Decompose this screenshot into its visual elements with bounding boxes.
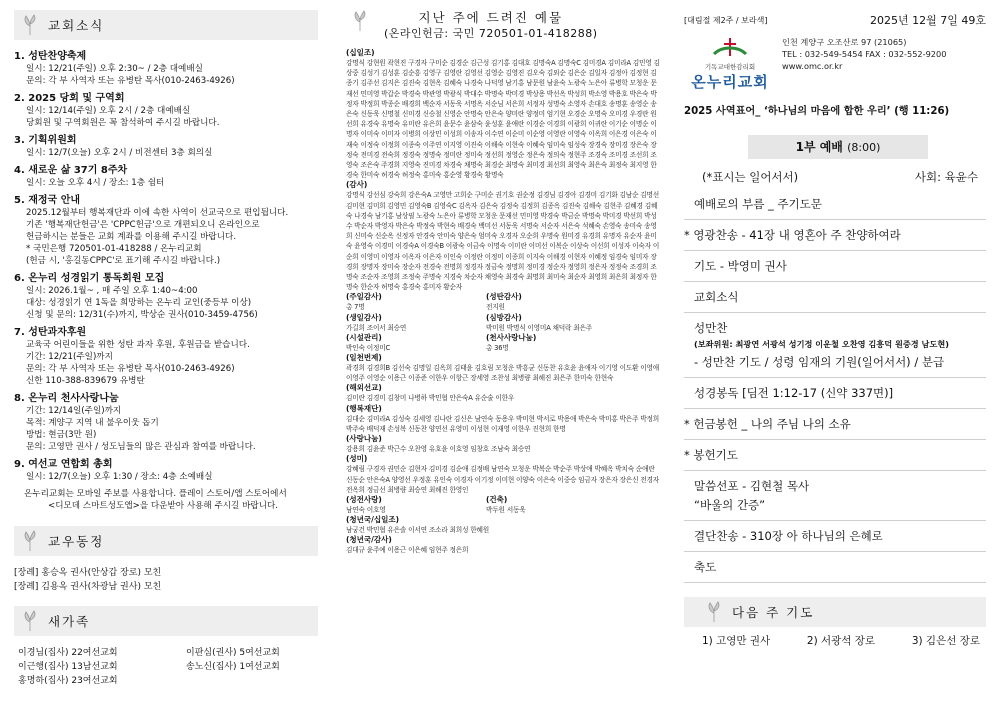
donor-names: 남연숙 이호영 (346, 505, 386, 514)
church-contact (782, 36, 946, 72)
standing-note: (*표시는 일어서서) (702, 170, 799, 184)
new-family-title: 새가족 (48, 614, 91, 629)
donor-category-label: (청년국/십일조) (346, 515, 400, 525)
worship-order-item (684, 521, 986, 552)
donor-category (346, 495, 486, 515)
order-header (684, 159, 986, 185)
notice-title: 3. 기획위원회 (14, 135, 77, 146)
notice-item (14, 92, 318, 129)
sermon-title: “바울의 간증” (694, 498, 766, 512)
service-title-bar (748, 135, 928, 159)
worship-order-list (684, 189, 986, 583)
worship-order-item (684, 313, 986, 378)
new-family-member: 송노신(집사) 1여선교회 (186, 662, 280, 672)
notice-line: * 국민은행 720501-01-418288 / 온누리교회 (26, 244, 202, 254)
notice-line: (헌금 시, '홍길동CPPC'로 표기해 주시길 바랍니다.) (26, 256, 221, 266)
donor-category (346, 292, 486, 312)
church-news-title: 교회소식 (48, 18, 105, 33)
donor-category-label: (일천번제) (346, 353, 382, 363)
donor-names: 김대규 윤주예 이용근 이은혜 임현주 정은희 (346, 546, 469, 555)
donor-names: 박미원 박명식 이영미A 채덕락 최은주 (486, 323, 592, 332)
church-phone: TEL : 032-549-5454 FAX : 032-552-9200 (782, 49, 947, 59)
prayer-leader: 1) 고영만 권사 (702, 635, 771, 647)
donor-category (346, 535, 660, 555)
denomination-label: 기독교대한감리회 (704, 63, 756, 71)
donor-category (486, 292, 656, 312)
donor-names: 가길희 조이서 최승연 (346, 323, 407, 332)
worship-order-text: * 봉헌기도 (684, 448, 738, 462)
notice-title: 6. 온누리 성경읽기 통독회원 모집 (14, 273, 165, 284)
donor-category (486, 333, 656, 353)
notice-line: 일시: 12/7(오늘) 오후 2시 / 비전센터 3층 회의실 (26, 148, 213, 158)
offering-title: 지난 주에 드려진 예물 (418, 10, 564, 25)
notice-line: 일시: 오늘 오후 4시 / 장소: 1층 쉼터 (26, 178, 165, 188)
donor-names: 남궁건 박민협 유은솔 이서연 조소라 최희성 한혜원 (346, 526, 490, 535)
leaf-icon (22, 530, 38, 552)
donor-category-label: (생일감사) (346, 312, 382, 322)
notice-line: 기존 '행복재단헌금'은 'CPPC헌금'으로 개편되오니 온라인으로 (26, 220, 260, 230)
leaf-icon (22, 610, 38, 632)
donor-category (346, 383, 660, 403)
donor-names: 강혜림 구경자 권민순 김현자 김미경 김순애 김정배 남연숙 모청운 박복순 박순주 박상애 박혜옥 박치숙 순애란 신동순 안은숙A 양영선 우정훈 유인숙 이경자 이기정 이미현 이양숙 이은숙 이중승 임금자 장은자 장은신 전경자 전옥희 정금선 최병량 최승연 최해진 한영인 (346, 465, 660, 494)
notice-item (14, 326, 318, 387)
service-name: 1부 예배 (795, 140, 843, 154)
notice-line: 방법: 현금(3만 원) (26, 430, 97, 440)
donor-category-label: (감사) (346, 180, 368, 190)
notice-line: 헌금하시는 분들은 교회 계좌를 이용해 주시길 바랍니다. (26, 232, 237, 242)
donor-category-label: (심방감사) (486, 312, 522, 322)
liturgical-season: [대림절 제2주 / 보라색] (684, 15, 768, 25)
notice-item (14, 392, 318, 453)
notice-line: 일시: 12/7(오늘) 오후 1:30 / 장소: 4층 소예배실 (26, 472, 213, 482)
staff-news-list (14, 566, 318, 594)
donor-category-label: (성미) (346, 454, 368, 464)
notice-item (14, 458, 318, 483)
leaf-icon (22, 14, 38, 36)
notice-line: 신한 110-388-839679 유병탄 (26, 376, 145, 386)
notice-title: 1. 성탄찬양축제 (14, 51, 87, 62)
donor-names: 총 7명 (346, 303, 365, 312)
staff-news-header (14, 526, 318, 556)
notice-line: 교육국 어린이들을 위한 성탄 과자 후원, 후원금을 받습니다. (26, 340, 250, 350)
donor-names: 박인숙 이정미C (346, 343, 390, 352)
worship-order-text: 성경봉독 [딤전 1:12-17 (신약 337면)] (694, 386, 894, 400)
donor-category (346, 404, 660, 434)
donor-names: 강명식 강선심 강숙희 강은숙A 고영만 고희순 구미순 권기호 권순정 김경님 김경아 김경미 김기화 김남순 김명선 김미현 김미희 김영민 김영숙B 김영숙C 김옥자 김은숙 김정숙 김정희 김종옥 김진숙 김해숙 김현주 김혜경 김혜숙 나경숙 남기홍 남상필 노광숙 노은아 류병학 모청운 문재선 민미영 박경숙 박금순 박명숙 박미경 박선희 박성수 박순자 박영자 박은숙 박정숙 박현숙 배경숙 백미선 서동욱 서명숙 서순자 서은숙 석혜숙 손영숙 송미숙 송영희 신미숙 신순옥 신정자 안경숙 안미숙 양은숙 엄미숙 오경자 오순희 우명숙 원미경 유경희 유명자 유순자 윤미숙 윤영숙 이경미 이경숙A 이경숙B 이광숙 이금숙 이명숙 이미란 이미선 이복순 이상숙 이선희 이성자 이숙자 이순희 이영미 이영자 이옥자 이은자 이인숙 이정란 이정미 이종희 이지숙 이해경 이현자 이혜정 임경숙 임미자 장경희 장명자 장미숙 장순자 전경숙 전명희 정경자 정금숙 정명희 정미경 정순자 정영희 정은자 정정숙 조경희 조명숙 조순자 조영희 조정숙 주명숙 지경숙 차순자 채영숙 최경숙 최명희 최미숙 최순자 최영희 최은희 최정자 한명숙 한순자 허명숙 홍경숙 홍미자 황순자 (346, 191, 660, 292)
bulletin-date: 2025년 12월 7일 49호 (870, 14, 986, 27)
notice-line: 대상: 성경읽기 연 1독을 희망하는 온누리 교인(중등부 이상) (26, 298, 252, 308)
worship-order-item (684, 251, 986, 282)
service-time: (8:00) (847, 141, 881, 154)
donor-names: 김대순 김미라A 김성숙 김세영 김나란 김신은 남연숙 동용우 박미현 박서로 박용애 박은숙 박미홍 박은주 박정희 박주숙 배덕재 손성복 신동찬 양연선 유영미 이성현 이재영 이한우 진현희 한명 (346, 414, 660, 433)
donor-category-label: (청년국/감사) (346, 535, 392, 545)
notice-line: 문의: 각 부 사역자 또는 유병탄 목사(010-2463-4926) (26, 76, 235, 86)
presider: 사회: 육윤수 (914, 170, 978, 184)
new-family-member: 이경님(집사) 22여선교회 (18, 648, 118, 658)
notice-line: 2025.12월부터 행복재단과 이에 속한 사역이 선교국으로 편입됩니다. (26, 208, 289, 218)
donor-category (346, 353, 660, 383)
church-name: 온누리교회 (691, 73, 769, 91)
communion-assistants: (보좌위원: 최광연 서광석 성기정 이운철 오찬영 김흥덕 원중경 남도현) (694, 339, 950, 349)
worship-order-text: * 헌금봉헌 _ 나의 주님 나의 소유 (684, 417, 851, 431)
donor-category (346, 48, 660, 180)
donor-category (346, 515, 660, 535)
worship-order-item (684, 220, 986, 251)
donor-row (346, 313, 660, 333)
donor-category-label: (해외선교) (346, 383, 382, 393)
donor-category-label: (시설관리) (346, 332, 382, 342)
donor-names: 김미란 김경미 김창미 나병하 박민협 안은숙A 유순술 이한우 (346, 394, 515, 403)
worship-order-text: 축도 (694, 560, 717, 574)
donor-category (486, 313, 656, 333)
offering-header (346, 10, 660, 42)
prayer-leader: 3) 김은선 장로 (911, 635, 980, 647)
donor-category (346, 434, 660, 454)
offering-panel (338, 0, 664, 708)
notice-line: 기간: 12/21(주일)까지 (26, 352, 113, 362)
donor-category (486, 495, 656, 515)
communion-detail: - 성만찬 기도 / 성령 임재의 기원(일어서서) / 분급 (694, 355, 945, 369)
left-panel (0, 0, 330, 708)
church-address: 인천 계양구 오조산로 97 (21065) (782, 37, 907, 47)
worship-order-text: 말씀선포 - 김현철 목사 (694, 479, 810, 493)
worship-order-item (684, 552, 986, 583)
notice-line: 문의: 각 부 사역자 또는 유병탄 목사(010-2463-4926) (26, 364, 235, 374)
notice-title: 7. 성탄과자후원 (14, 327, 87, 338)
online-offering-account: (온라인헌금: 국민 720501-01-418288) (384, 27, 598, 40)
worship-order-item (684, 440, 986, 471)
notice-item (14, 194, 318, 267)
donor-category-label: (건축) (486, 494, 508, 504)
prayer-leader: 2) 서광석 장로 (806, 635, 876, 647)
ministry-motto: 2025 사역표어_ ‘하나님의 마음에 합한 우리’ (행 11:26) (684, 106, 950, 117)
donor-names: 박두원 서동욱 (486, 505, 526, 514)
notice-item (14, 164, 318, 189)
donor-category-label: (천사사랑나눔) (486, 332, 537, 342)
app-note (14, 488, 318, 512)
staff-news-item: [장례] 홍승옥 권사(안상갑 장로) 모친 (14, 568, 162, 578)
notice-line: 일시: 12/14(주일) 오후 2시 / 2층 대예배실 (26, 106, 191, 116)
donor-list (346, 48, 660, 556)
worship-order-item (684, 471, 986, 521)
notice-line: 목적: 계양구 지역 내 불우이웃 돕기 (26, 418, 159, 428)
new-family-member: 홍명하(집사) 23여선교회 (18, 676, 118, 686)
church-info (684, 36, 986, 92)
notice-line: 신청 및 문의: 12/31(수)까지, 박상순 권사(010-3459-4756) (26, 310, 258, 320)
donor-category-label: (주일감사) (346, 292, 382, 302)
donor-category (346, 333, 486, 353)
notice-item (14, 134, 318, 159)
notice-title: 5. 재정국 안내 (14, 195, 81, 206)
donor-category-label: (십일조) (346, 48, 375, 57)
church-logo (684, 36, 776, 92)
notice-line: 일시: 12/21(주일) 오후 2:30~ / 2층 대예배실 (26, 64, 203, 74)
worship-order-text: * 영광찬송 - 41장 내 영혼아 주 찬양하여라 (684, 228, 901, 242)
donor-names: 강용희 김윤준 박근수 오찬영 유호윤 이호영 임창호 조남숙 최승연 (346, 445, 531, 454)
donor-category-label: (성탄감사) (486, 292, 522, 302)
staff-news-item: [장례] 김용옥 권사(차광남 권사) 모친 (14, 582, 162, 592)
staff-news-title: 교우동정 (48, 534, 105, 549)
leaf-icon (352, 10, 368, 32)
worship-order-item (684, 282, 986, 313)
notice-title: 4. 새로운 삶 37기 8주차 (14, 165, 128, 176)
donor-names: 곽경희 김경희B 김선숙 김명일 김옥희 김태윤 김호림 모청운 박흥균 신동찬 유호윤 윤애자 이기영 이도환 이영애 이영주 이영순 이용근 이종준 이한우 이항근 장세영 조찬성 최병량 최해진 최은주 한미숙 한현숙 (346, 364, 660, 383)
donor-category-label: (성전사랑) (346, 494, 382, 504)
donor-category (346, 454, 660, 495)
leaf-icon (706, 601, 722, 623)
new-family-header (14, 606, 318, 636)
donor-category-label: (행복재단) (346, 403, 382, 413)
church-logo-icon (710, 36, 750, 58)
donor-names: 강명식 강현원 곽현진 구경자 구미순 김경순 김근성 김기홍 김대호 김명숙A 김명숙C 김미경A 김미라A 김민영 김상중 김성기 김성훈 김순흥 김영구 김영란 김영선 김영순 김영진 김오숙 김외순 김은순 김일자 김정아 김정현 김종기 김주선 김지은 김진숙 김현옥 김혜숙 나경숙 나덕영 남기홍 남문원 남윤숙 노광숙 노은아 류병학 모청운 문재선 민미영 박갑순 박경숙 박관영 박광식 박대수 박명숙 박미경 박상용 박선옥 박성희 박소영 박용호 박은숙 박정자 박정희 박종순 배경희 백순자 서동욱 서명옥 서순님 서은희 서정자 성명숙 소영자 손대호 송명훈 송영순 송은숙 신동욱 신명철 신미경 신승철 신영순 안명숙 안은숙 양미란 양정미 엄기현 오경순 오명숙 오미경 우경란 원선희 유경숙 유명숙 유미란 유은희 윤문수 윤삼숙 윤성훈 윤애란 이경순 이경희 이광희 이귀란 이기순 이명순 이명자 이미숙 이미자 이병희 이상민 이성희 이송자 이수연 이순미 이순영 이영란 이영숙 이옥희 이은경 이은숙 이재숙 이정숙 이정희 이종숙 이주연 이지영 이진숙 이해숙 이현숙 이혜숙 임미숙 임성숙 장경숙 장미경 장은숙 장정숙 전미경 전숙희 정경숙 정명숙 정미란 정미숙 정선희 정영순 정은숙 정의숙 정현주 조경숙 조미경 조선희 조영숙 조은숙 주경희 지영숙 진미경 차경숙 채명숙 최경순 최명숙 최미경 최선희 최영숙 최은숙 최정숙 최지영 한경숙 한미숙 허경숙 허정숙 홍미숙 홍순영 황경숙 황명숙 (346, 59, 660, 180)
donor-row (346, 495, 660, 515)
new-family-member: 이판심(권사) 5여선교회 (186, 648, 280, 658)
donor-row (346, 292, 660, 312)
worship-order-item (684, 409, 986, 440)
next-week-prayer-title: 다음 주 기도 (732, 605, 815, 620)
worship-order-text: 결단찬송 - 310장 아 하나님의 은혜로 (694, 529, 883, 543)
worship-order-item (684, 378, 986, 409)
next-week-prayer-header (684, 597, 986, 627)
app-note-line: 온누리교회는 모바일 주보를 사용합니다. 플레이 스토어/앱 스토어에서 (24, 489, 287, 499)
notice-title: 9. 여선교 연합회 총회 (14, 459, 113, 470)
worship-order-text: 기도 - 박영미 권사 (694, 259, 787, 273)
notice-item (14, 272, 318, 321)
notice-list (14, 50, 318, 483)
new-family-member: 이근행(집사) 13남선교회 (18, 662, 118, 672)
notice-title: 2. 2025 당회 및 구역회 (14, 93, 125, 104)
donor-row (346, 333, 660, 353)
notice-line: 기간: 12/14일(주일)까지 (26, 406, 122, 416)
worship-order-item (684, 189, 986, 220)
worship-order-text: 예배로의 부름 _ 주기도문 (694, 197, 822, 211)
notice-item (14, 50, 318, 87)
donor-names: 총 36명 (486, 343, 509, 352)
church-website: www.omc.or.kr (782, 61, 843, 71)
notice-line: 문의: 고영만 권사 / 성도님들의 많은 관심과 참여를 바랍니다. (26, 442, 256, 452)
app-note-line: <디모데 스마트성도앱>을 다운받아 사용해 주시길 바랍니다. (48, 501, 279, 511)
worship-order-text: 성만찬 (694, 321, 728, 335)
church-news-header (14, 10, 318, 40)
bulletin-meta (684, 12, 986, 28)
notice-title: 8. 온누리 천사사랑나눔 (14, 393, 119, 404)
worship-order-text: 교회소식 (694, 290, 739, 304)
worship-order-panel (672, 0, 1000, 708)
donor-names: 전지원 (486, 303, 505, 312)
next-week-prayer-list (684, 627, 986, 648)
donor-category (346, 313, 486, 333)
donor-category-label: (사랑나눔) (346, 434, 382, 444)
donor-category (346, 180, 660, 292)
notice-line: 일시: 2026.1월~ , 매 주일 오후 1:40~4:00 (26, 286, 198, 296)
new-family-list (14, 646, 318, 688)
notice-line: 당회원 및 구역회원은 꼭 참석하여 주시길 바랍니다. (26, 118, 220, 128)
